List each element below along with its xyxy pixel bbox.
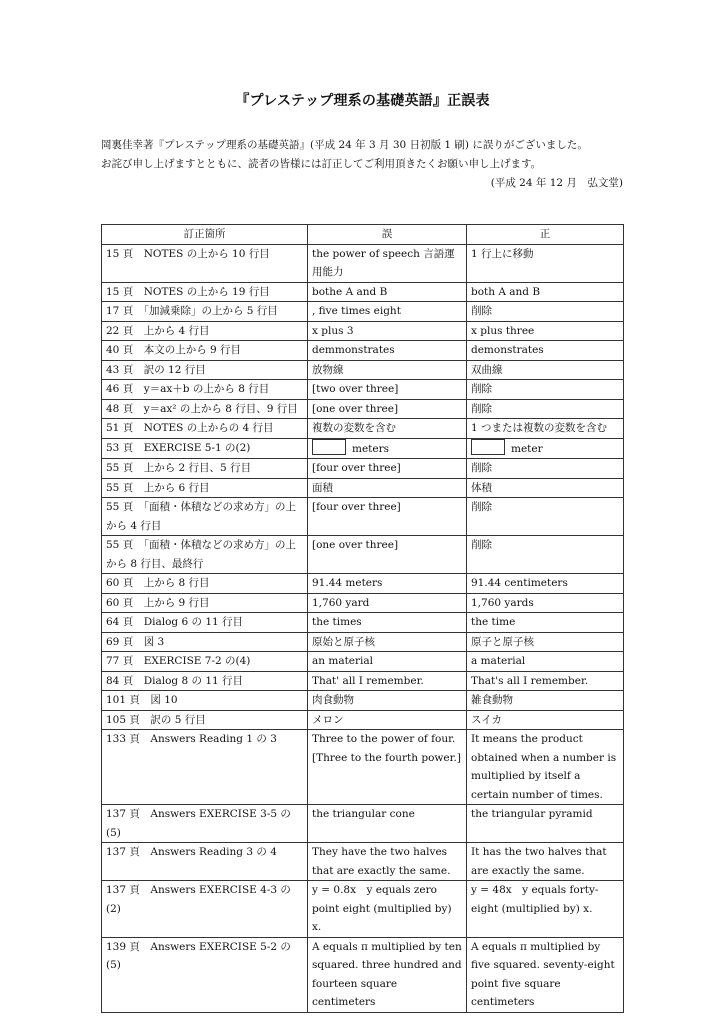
cell-location: 46 頁 y＝ax＋b の上から 8 行目 bbox=[102, 380, 308, 400]
table-row bbox=[102, 691, 624, 711]
cell-correct: x plus three bbox=[467, 321, 624, 341]
cell-wrong bbox=[308, 438, 467, 459]
cell-location: 53 頁 EXERCISE 5-1 の(2) bbox=[102, 438, 308, 459]
table-row bbox=[102, 671, 624, 691]
cell-location: 55 頁 上から 6 行目 bbox=[102, 478, 308, 498]
cell-correct: 1 行上に移動 bbox=[467, 244, 624, 282]
cell-correct: 削除 bbox=[467, 498, 624, 536]
cell-correct: a material bbox=[467, 652, 624, 672]
cell-wrong: Three to the power of four. [Three to the fourth power.] bbox=[308, 730, 467, 805]
header-location: 訂正箇所 bbox=[102, 225, 308, 245]
cell-location: 43 頁 訳の 12 行目 bbox=[102, 360, 308, 380]
cell-wrong: [one over three] bbox=[308, 536, 467, 574]
table-row bbox=[102, 341, 624, 361]
cell-wrong: [two over three] bbox=[308, 380, 467, 400]
cell-location: 60 頁 上から 9 行目 bbox=[102, 593, 308, 613]
table-row bbox=[102, 843, 624, 881]
cell-correct: the time bbox=[467, 613, 624, 633]
cell-wrong: That' all I remember. bbox=[308, 671, 467, 691]
cell-wrong: 91.44 meters bbox=[308, 574, 467, 594]
table-row bbox=[102, 536, 624, 574]
cell-correct: 雑食動物 bbox=[467, 691, 624, 711]
cell-location: 137 頁 Answers EXERCISE 3-5 の(5) bbox=[102, 805, 308, 843]
cell-wrong: [four over three] bbox=[308, 498, 467, 536]
table-row bbox=[102, 302, 624, 322]
cell-location: 55 頁 「面積・体積などの求め方」の上から 8 行目、最終行 bbox=[102, 536, 308, 574]
header-correct: 正 bbox=[467, 225, 624, 245]
table-row bbox=[102, 632, 624, 652]
cell-correct: y = 48x y equals forty-eight (multiplied by) x. bbox=[467, 881, 624, 938]
cell-location: 77 頁 EXERCISE 7-2 の(4) bbox=[102, 652, 308, 672]
table-row bbox=[102, 419, 624, 439]
cell-location: 22 頁 上から 4 行目 bbox=[102, 321, 308, 341]
table-header-row bbox=[102, 225, 624, 245]
cell-wrong: y = 0.8x y equals zero point eight (multiplied by) x. bbox=[308, 881, 467, 938]
cell-wrong: the triangular cone bbox=[308, 805, 467, 843]
cell-correct-text: meter bbox=[511, 442, 543, 455]
blank-box bbox=[312, 439, 346, 455]
cell-correct: A equals π multiplied by five squared. seventy-eight point five square centimeters bbox=[467, 937, 624, 1012]
cell-wrong: the power of speech 言語運用能力 bbox=[308, 244, 467, 282]
table-row bbox=[102, 399, 624, 419]
cell-wrong: They have the two halves that are exactly the same. bbox=[308, 843, 467, 881]
cell-wrong-text: meters bbox=[352, 442, 390, 455]
cell-location: 48 頁 y＝ax² の上から 8 行目、9 行目 bbox=[102, 399, 308, 419]
cell-wrong: x plus 3 bbox=[308, 321, 467, 341]
cell-wrong: bothe A and B bbox=[308, 282, 467, 302]
cell-wrong: 面積 bbox=[308, 478, 467, 498]
table-row bbox=[102, 937, 624, 1012]
table-row bbox=[102, 593, 624, 613]
cell-location: 60 頁 上から 8 行目 bbox=[102, 574, 308, 594]
intro-date-publisher: (平成 24 年 12 月 弘文堂) bbox=[490, 177, 623, 189]
table-row bbox=[102, 321, 624, 341]
cell-correct bbox=[467, 438, 624, 459]
cell-correct: 削除 bbox=[467, 459, 624, 479]
table-row bbox=[102, 805, 624, 843]
cell-location: 15 頁 NOTES の上から 19 行目 bbox=[102, 282, 308, 302]
cell-wrong: 原始と原子核 bbox=[308, 632, 467, 652]
cell-correct: 削除 bbox=[467, 399, 624, 419]
cell-correct: 1,760 yards bbox=[467, 593, 624, 613]
cell-location: 64 頁 Dialog 6 の 11 行目 bbox=[102, 613, 308, 633]
cell-wrong: A equals π multiplied by ten squared. three hundred and fourteen square centimeters bbox=[308, 937, 467, 1012]
blank-box bbox=[471, 439, 505, 455]
table-row bbox=[102, 282, 624, 302]
cell-wrong: demmonstrates bbox=[308, 341, 467, 361]
cell-wrong: メロン bbox=[308, 710, 467, 730]
cell-wrong: 複数の変数を含む bbox=[308, 419, 467, 439]
intro-line-1: 岡裏佳幸著『プレステップ理系の基礎英語』(平成 24 年 3 月 30 日初版 1 刷) に誤りがございました。 bbox=[101, 139, 588, 151]
cell-location: 137 頁 Answers Reading 3 の 4 bbox=[102, 843, 308, 881]
table-row bbox=[102, 360, 624, 380]
table-row bbox=[102, 710, 624, 730]
cell-wrong: , five times eight bbox=[308, 302, 467, 322]
cell-location: 139 頁 Answers EXERCISE 5-2 の(5) bbox=[102, 937, 308, 1012]
cell-location: 51 頁 NOTES の上からの 4 行目 bbox=[102, 419, 308, 439]
header-wrong: 誤 bbox=[308, 225, 467, 245]
cell-correct: It has the two halves that are exactly the same. bbox=[467, 843, 624, 881]
cell-correct: 削除 bbox=[467, 380, 624, 400]
cell-correct: 体積 bbox=[467, 478, 624, 498]
table-row bbox=[102, 574, 624, 594]
cell-correct: That's all I remember. bbox=[467, 671, 624, 691]
cell-wrong: 放物線 bbox=[308, 360, 467, 380]
cell-wrong: 1,760 yard bbox=[308, 593, 467, 613]
intro-line-2: お詫び申し上げますとともに、読者の皆様には訂正してご利用頂きたくお願い申し上げます。 bbox=[101, 158, 542, 170]
cell-wrong: the times bbox=[308, 613, 467, 633]
errata-table bbox=[101, 224, 624, 1013]
table-row bbox=[102, 478, 624, 498]
table-row bbox=[102, 380, 624, 400]
cell-correct: the triangular pyramid bbox=[467, 805, 624, 843]
cell-location: 137 頁 Answers EXERCISE 4-3 の(2) bbox=[102, 881, 308, 938]
cell-location: 55 頁 上から 2 行目、5 行目 bbox=[102, 459, 308, 479]
cell-correct: 原子と原子核 bbox=[467, 632, 624, 652]
table-row bbox=[102, 730, 624, 805]
table-row bbox=[102, 881, 624, 938]
table-row bbox=[102, 438, 624, 459]
cell-location: 84 頁 Dialog 8 の 11 行目 bbox=[102, 671, 308, 691]
cell-correct: It means the product obtained when a number is multiplied by itself a certain number of times. bbox=[467, 730, 624, 805]
cell-location: 101 頁 図 10 bbox=[102, 691, 308, 711]
cell-correct: 双曲線 bbox=[467, 360, 624, 380]
cell-correct: both A and B bbox=[467, 282, 624, 302]
cell-location: 17 頁 「加減乗除」の上から 5 行目 bbox=[102, 302, 308, 322]
cell-wrong: [one over three] bbox=[308, 399, 467, 419]
cell-location: 105 頁 訳の 5 行目 bbox=[102, 710, 308, 730]
table-row bbox=[102, 244, 624, 282]
cell-wrong: 肉食動物 bbox=[308, 691, 467, 711]
cell-correct: 削除 bbox=[467, 536, 624, 574]
table-row bbox=[102, 652, 624, 672]
cell-location: 133 頁 Answers Reading 1 の 3 bbox=[102, 730, 308, 805]
cell-correct: 1 つまたは複数の変数を含む bbox=[467, 419, 624, 439]
cell-correct: スイカ bbox=[467, 710, 624, 730]
cell-wrong: [four over three] bbox=[308, 459, 467, 479]
page-title: 『プレステップ理系の基礎英語』正誤表 bbox=[235, 93, 490, 109]
table-row bbox=[102, 459, 624, 479]
cell-correct: 91.44 centimeters bbox=[467, 574, 624, 594]
cell-location: 15 頁 NOTES の上から 10 行目 bbox=[102, 244, 308, 282]
table-row bbox=[102, 498, 624, 536]
cell-location: 69 頁 図 3 bbox=[102, 632, 308, 652]
cell-correct: 削除 bbox=[467, 302, 624, 322]
cell-location: 40 頁 本文の上から 9 行目 bbox=[102, 341, 308, 361]
cell-location: 55 頁 「面積・体積などの求め方」の上から 4 行目 bbox=[102, 498, 308, 536]
cell-wrong: an material bbox=[308, 652, 467, 672]
cell-correct: demonstrates bbox=[467, 341, 624, 361]
table-row bbox=[102, 613, 624, 633]
